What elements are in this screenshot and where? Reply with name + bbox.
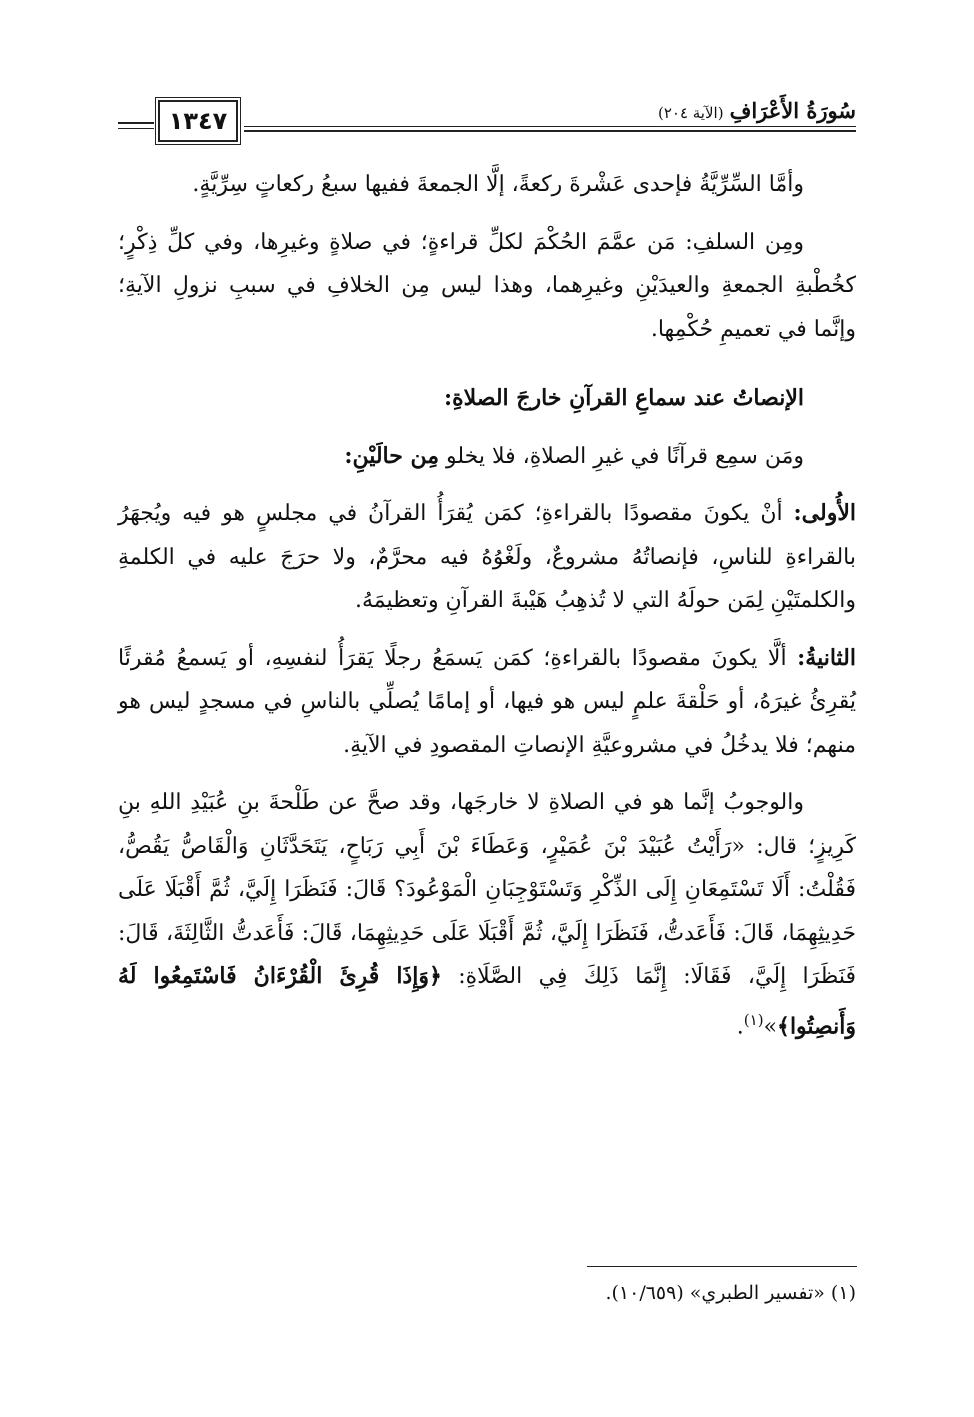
page-number: ١٣٤٧ xyxy=(158,100,238,142)
case-label: الأُولى: xyxy=(793,500,856,526)
case-label: الثانيةُ: xyxy=(797,644,856,671)
paragraph: وأمَّا السِّرِّيَّةُ فإحدى عَشْرةَ ركعةً، إلَّا الجمعةَ ففيها سبعُ ركعاتٍ سِرِّيَّةٍ. xyxy=(192,172,804,197)
paragraph-text: » xyxy=(763,1013,778,1039)
footnote-rule xyxy=(587,1266,857,1267)
paragraph-text: . xyxy=(736,1013,744,1039)
header-rule xyxy=(118,128,154,129)
header-rule xyxy=(118,122,154,124)
header-rule xyxy=(244,126,856,127)
quran-quote: ﴿وَإِذَا قُرِئَ الْقُرْءَانُ فَاسْتَمِعُوا لَهُ وَأَنصِتُوا﴾ xyxy=(118,963,856,1039)
main-text xyxy=(118,163,856,1048)
paragraph xyxy=(118,492,856,623)
ayah-reference: (الآية ٢٠٤) xyxy=(657,104,724,122)
page-header xyxy=(118,96,856,144)
paragraph-text: ألَّا يكونَ مقصودًا بالقراءةِ؛ كمَن يَسمَعُ رجلًا يَقرَأُ لنفسِهِ، أو يَسمعُ مُقرئًا يُقرِئُ غيرَهُ، أو حَلْقةَ علمٍ ليس هو فيها، أو إمامًا يُصلِّي بالناسِ في مسجدٍ ليس هو منهم؛ فلا يدخُلُ في مشروعيَّةِ الإنصاتِ المقصودِ في الآيةِ. xyxy=(118,645,856,758)
footnote: (١) «تفسير الطبري» (١٠/٦٥٩). xyxy=(605,1282,856,1304)
section-heading: الإنصاتُ عند سماعِ القرآنِ خارجَ الصلاةِ: xyxy=(443,385,804,411)
paragraph-text: والوجوبُ إنَّما هو في الصلاةِ لا خارجَها، وقد صحَّ عن طَلْحةَ بنِ عُبَيْدِ اللهِ بنِ كَرِيزٍ؛ قال: «رَأَيْتُ عُبَيْدَ بْنَ عُمَيْرٍ، وَعَطَاءَ بْنَ أَبِي رَبَاحٍ، يَتَحَدَّثَانِ وَالْقَاصُّ يَقُصُّ، فَقُلْتُ: أَلَا تَسْتَمِعَانِ إِلَى الذِّكْرِ وَتَسْتَوْجِبَانِ الْمَوْعُودَ؟ قَالَ: فَنَظَرَا إِلَيَّ، ثُمَّ أَقْبَلَا عَلَى حَدِيثِهِمَا، قَالَ: فَأَعَدتُّ، فَنَظَرَا إِلَيَّ، ثُمَّ أَقْبَلَا عَلَى حَدِيثِهِمَا، قَالَ: فَأَعَدتُّ الثَّالِثَةَ، قَالَ: فَنَظَرَا إِلَيَّ، فَقَالَا: إِنَّمَا ذَلِكَ فِي الصَّلَاةِ: xyxy=(118,790,857,989)
footnote-marker: (١) xyxy=(743,1010,764,1029)
paragraph-text: أنْ يكونَ مقصودًا بالقراءةِ؛ كمَن يُقرَأُ القرآنُ في مجلسٍ هو فيه ويُجهَرُ بالقراءةِ للناسِ، فإنصاتُهُ مشروعٌ، ولَغْوُهُ فيه محرَّمٌ، ولا حرَجَ عليه في الكلمةِ والكلمتَيْنِ لِمَن حولَهُ التي لا تُذهِبُ هَيْبةَ القرآنِ وتعظيمَهُ. xyxy=(118,501,856,613)
paragraph-emphasis: مِن حالَيْنِ: xyxy=(344,442,440,469)
paragraph xyxy=(118,637,856,768)
running-title xyxy=(658,98,856,123)
header-rule xyxy=(244,130,856,132)
paragraph-text: ومَن سمِع قرآنًا في غيرِ الصلاةِ، فلا يخلو xyxy=(439,443,804,469)
paragraph xyxy=(118,435,856,479)
paragraph xyxy=(118,781,856,1048)
paragraph: ومِن السلفِ: مَن عمَّمَ الحُكْمَ لكلِّ قراءةٍ؛ في صلاةٍ وغيرِها، وفي كلِّ ذِكْرٍ؛ كخُطْبةِ الجمعةِ والعيدَيْنِ وغيرِهما، وهذا ليس مِن الخلافِ في سببِ نزولِ الآيةِ؛ وإنَّما في تعميمِ حُكْمِها. xyxy=(118,229,856,342)
surah-name: سُورَةُ الأَعْرَافِ xyxy=(729,98,856,123)
